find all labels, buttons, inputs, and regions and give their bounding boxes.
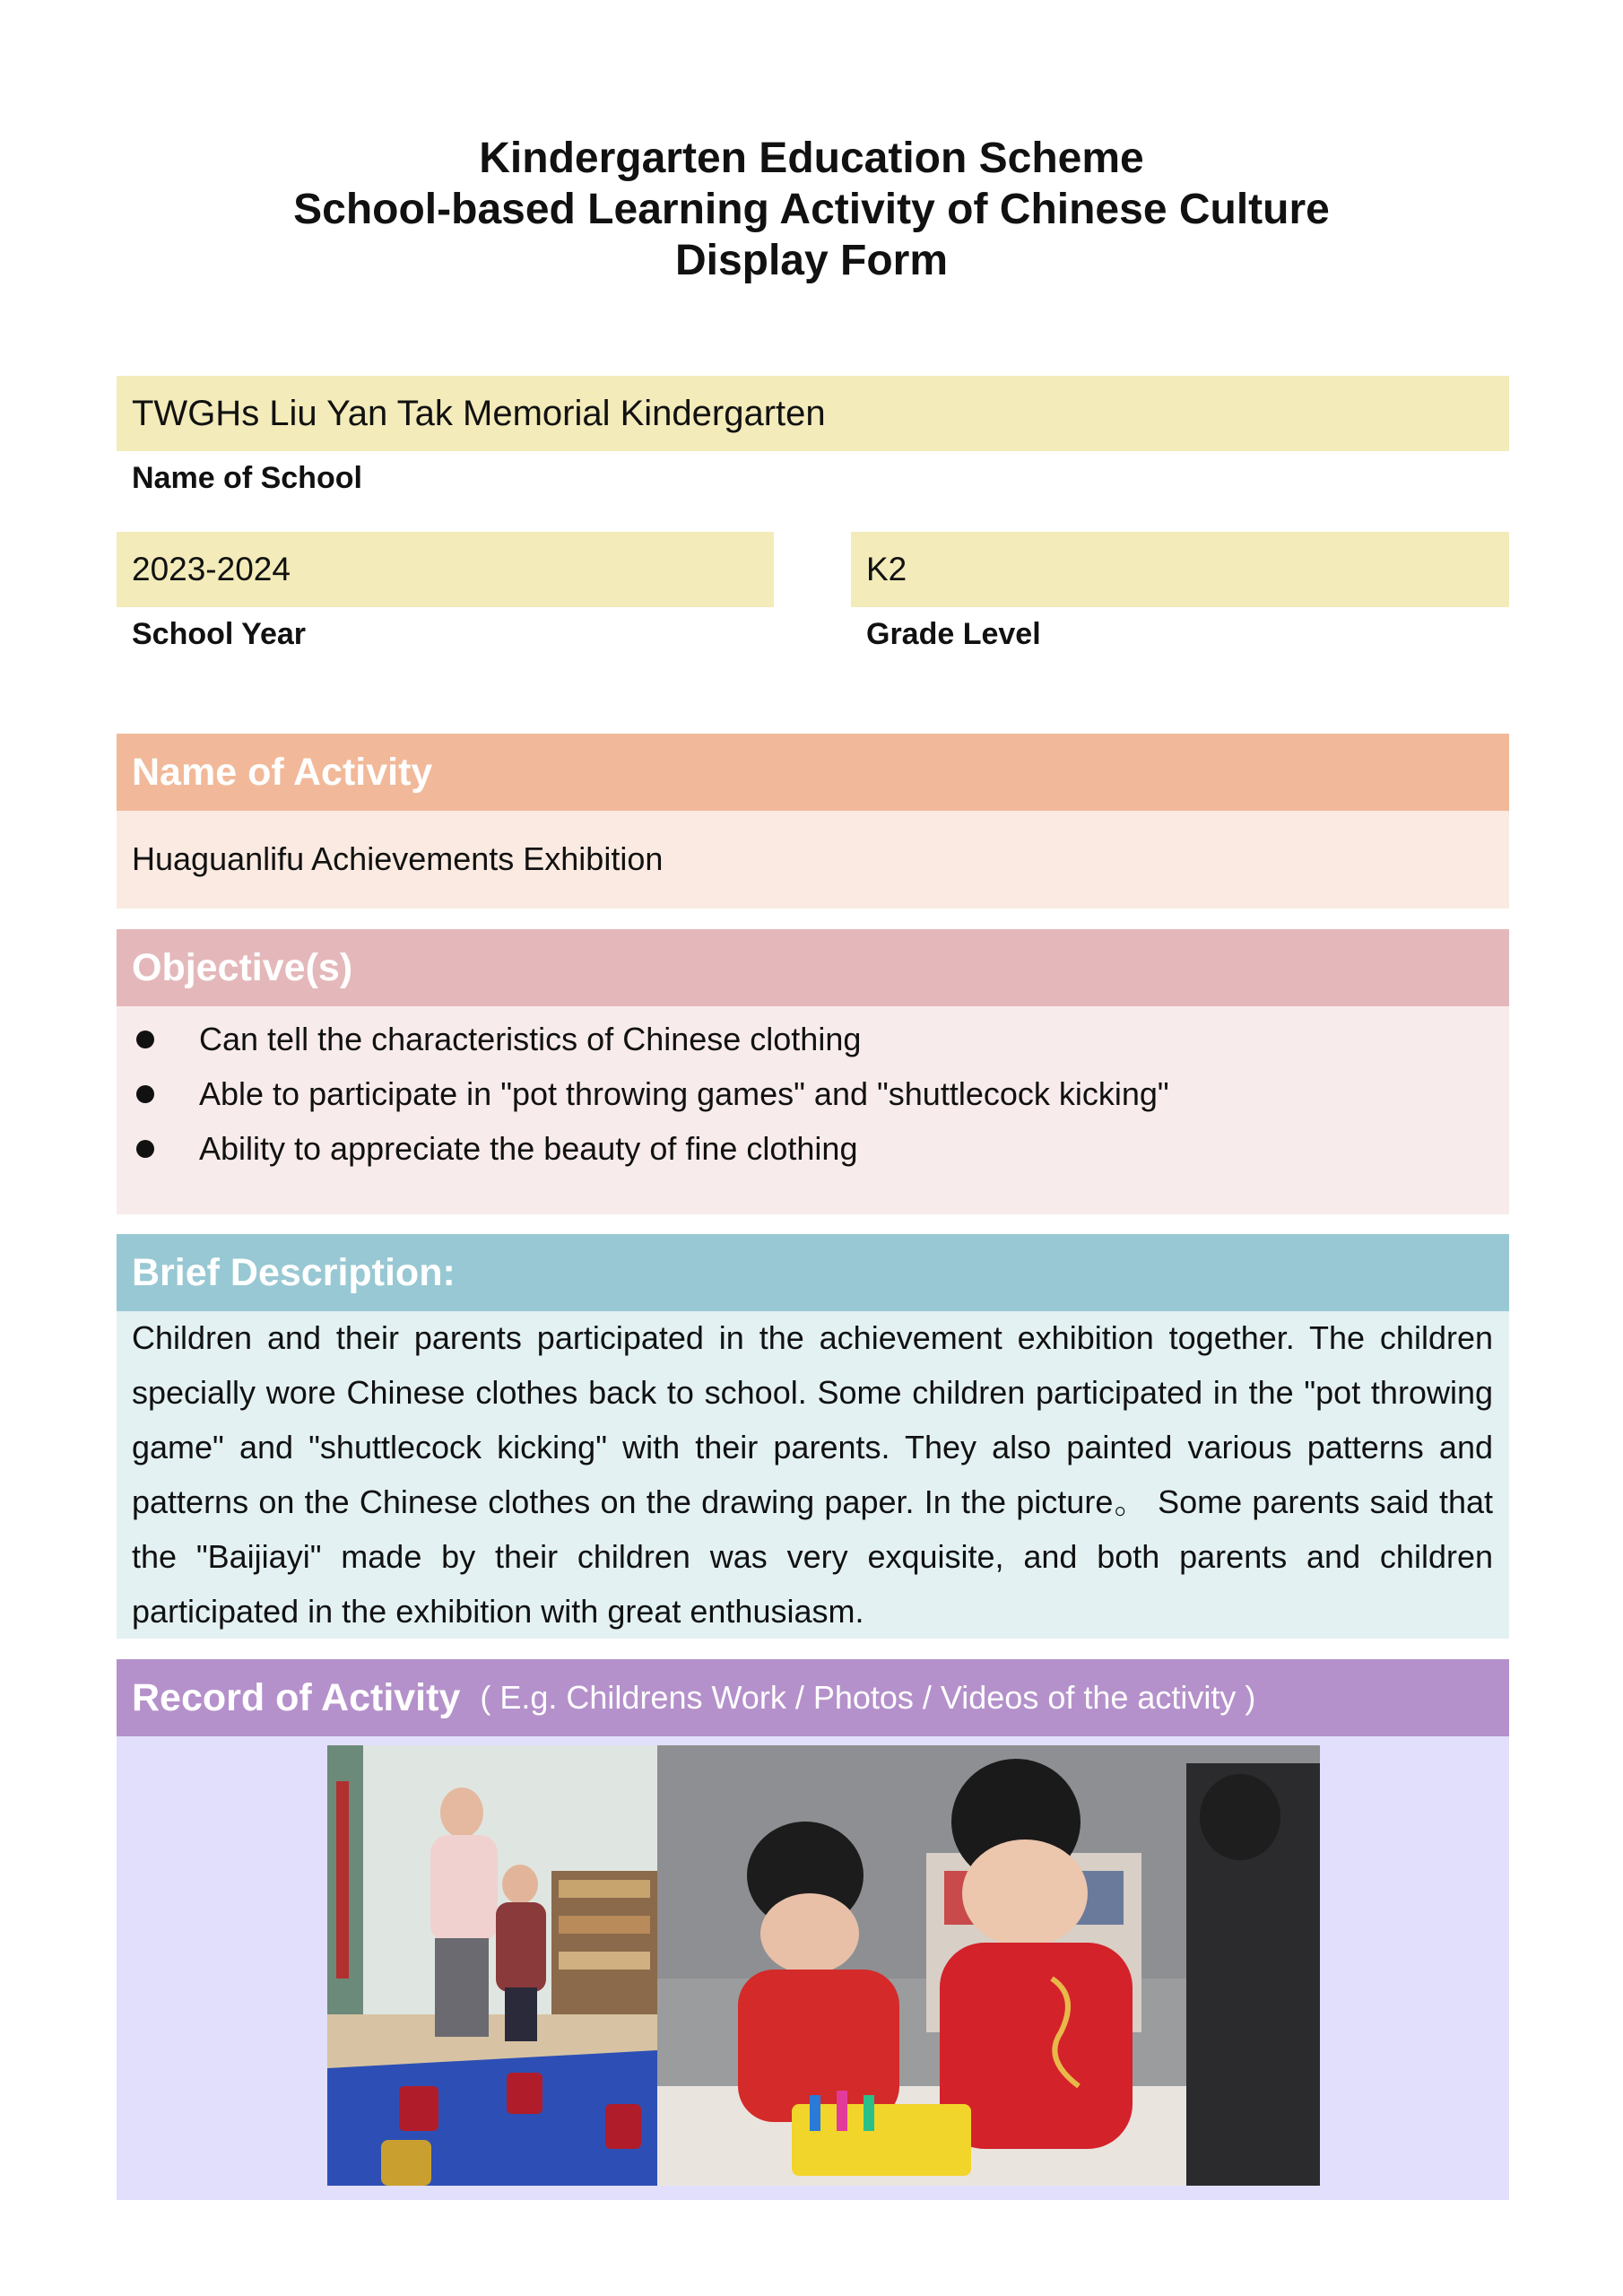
objective-item: [117, 1067, 1509, 1121]
pot-throwing-photo-illustration: [327, 1745, 657, 2186]
grade-level-value: K2: [866, 551, 907, 587]
form-title: [0, 133, 1623, 286]
grade-level-label: Grade Level: [866, 617, 1041, 651]
bullet-icon: [136, 1140, 154, 1158]
title-line-1: Kindergarten Education Scheme: [479, 135, 1144, 182]
objective-item: [117, 1122, 1509, 1176]
objective-text: Able to participate in "pot throwing games" and "shuttlecock kicking": [199, 1075, 1169, 1112]
school-year-field: [117, 532, 774, 607]
description-header: [117, 1234, 1509, 1311]
activity-header-text: Name of Activity: [132, 750, 433, 794]
record-subheader: ( E.g. Childrens Work / Photos / Videos of the activity ): [480, 1679, 1256, 1716]
school-name-label: Name of School: [132, 461, 362, 495]
activity-name: Huaguanlifu Achievements Exhibition: [132, 840, 664, 877]
school-year-value: 2023-2024: [132, 551, 291, 587]
objective-item: [117, 1013, 1509, 1066]
description-header-text: Brief Description:: [132, 1250, 456, 1294]
photo-children-drawing: [657, 1745, 1320, 2186]
drawing-photo-illustration: [657, 1745, 1320, 2186]
activity-header: [117, 734, 1509, 811]
description-text: Children and their parents participated in the achievement exhibition together. The children specially wore Chinese clothes back to school. Some children participated in the "pot throwing game" and "shuttlecock kicking" with their parents. They also painted various patterns and patterns on the Chinese clothes on the drawing paper. In the picture。 Some parents said that the "Baijiayi" made by their children was very exquisite, and both parents and children participated in the exhibition with great enthusiasm.: [132, 1319, 1493, 1630]
school-name-value: TWGHs Liu Yan Tak Memorial Kindergarten: [132, 393, 826, 433]
objective-text: Ability to appreciate the beauty of fine clothing: [199, 1130, 858, 1167]
record-header: [117, 1659, 1509, 1736]
grade-level-field: [851, 532, 1509, 607]
description-body: [117, 1311, 1509, 1639]
record-body: [117, 1736, 1509, 2200]
objectives-header: [117, 929, 1509, 1006]
objectives-body: [117, 1006, 1509, 1214]
title-line-3: Display Form: [674, 237, 949, 284]
record-header-text: Record of Activity: [132, 1675, 461, 1719]
objective-text: Can tell the characteristics of Chinese clothing: [199, 1021, 862, 1057]
bullet-icon: [136, 1031, 154, 1048]
school-name-field: [117, 376, 1509, 451]
photo-pot-throwing: [327, 1745, 657, 2186]
title-line-2: School-based Learning Activity of Chinese Culture: [293, 186, 1330, 233]
activity-body: [117, 811, 1509, 909]
objectives-header-text: Objective(s): [132, 945, 353, 989]
bullet-icon: [136, 1085, 154, 1103]
school-year-label: School Year: [132, 617, 307, 651]
